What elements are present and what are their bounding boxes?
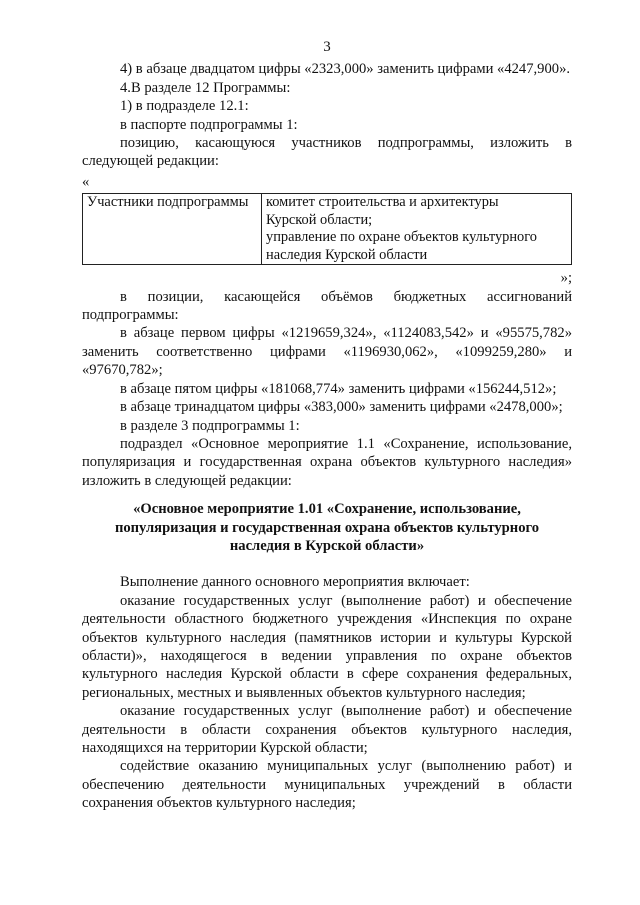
paragraph-6: в позиции, касающейся объёмов бюджетных ассигнований подпрограммы: (82, 288, 572, 324)
paragraph-8: в абзаце пятом цифры «181068,774» заменить цифрами «156244,512»; (120, 380, 557, 397)
page-number: 3 (323, 39, 331, 55)
paragraph-2: 4.В разделе 12 Программы: (120, 79, 291, 96)
paragraph-14: оказание государственных услуг (выполнение работ) и обеспечение деятельности в области сохранения объектов культурного наследия, находящихся на территории Курской области; (82, 703, 572, 756)
paragraph-7: в абзаце первом цифры «1219659,324», «1124083,542» и «95575,782» заменить соответственно цифрами «1196930,062», «1099259,280» и «97670,782»; (82, 325, 572, 379)
paragraph-3: 1) в подразделе 12.1: (120, 98, 249, 115)
section-heading (82, 500, 572, 555)
section-heading-line: популяризация и государственная охрана объектов культурного (114, 519, 540, 536)
paragraph-15: содействие оказанию муниципальных услуг (выполнению работ) и обеспечению деятельности муниципальных учреждений в области сохранения объектов культурного наследия; (82, 758, 572, 812)
paragraph-10: в разделе 3 подпрограммы 1: (120, 417, 300, 434)
table-value-line: наследия Курской области (266, 246, 428, 263)
paragraph-1: 4) в абзаце двадцатом цифры «2323,000» заменить цифрами «4247,900». (120, 61, 571, 78)
paragraph-9: в абзаце тринадцатом цифры «383,000» заменить цифрами «2478,000»; (120, 399, 563, 416)
paragraph-11: подраздел «Основное мероприятие 1.1 «Сохранение, использование, популяризация и государственная охрана объектов культурного наследия» изложить в следующей редакции: (82, 435, 572, 489)
document-page (82, 38, 572, 813)
section-heading-line: «Основное мероприятие 1.01 «Сохранение, использование, (133, 501, 521, 518)
table-value-line: комитет строительства и архитектуры (266, 194, 499, 211)
table-value-line: управление по охране объектов культурного (266, 229, 537, 246)
paragraph-12: Выполнение данного основного мероприятия включает: (120, 574, 470, 591)
paragraph-13: оказание государственных услуг (выполнение работ) и обеспечение деятельности областного бюджетного учреждения «Инспекция по охране объектов культурного наследия (памятников истории и культуры Курской области)», находящегося в ведении управления по охране объектов культурного наследия Курской области в сфере сохранения федеральных, региональных, местных и выявленных объектов культурного наследия; (82, 592, 572, 701)
passport-table (82, 193, 572, 265)
table-label-cell: Участники подпрограммы (83, 194, 262, 265)
table-row (83, 194, 572, 265)
quote-open: « (82, 173, 90, 190)
quote-close: »; (560, 270, 572, 287)
table-value-line: Курской области; (266, 211, 373, 228)
paragraph-4: в паспорте подпрограммы 1: (120, 116, 298, 133)
paragraph-5: позицию, касающуюся участников подпрограммы, изложить в следующей редакции: (82, 135, 572, 170)
table-value-cell (262, 194, 572, 265)
section-heading-line: наследия в Курской области» (229, 537, 425, 554)
